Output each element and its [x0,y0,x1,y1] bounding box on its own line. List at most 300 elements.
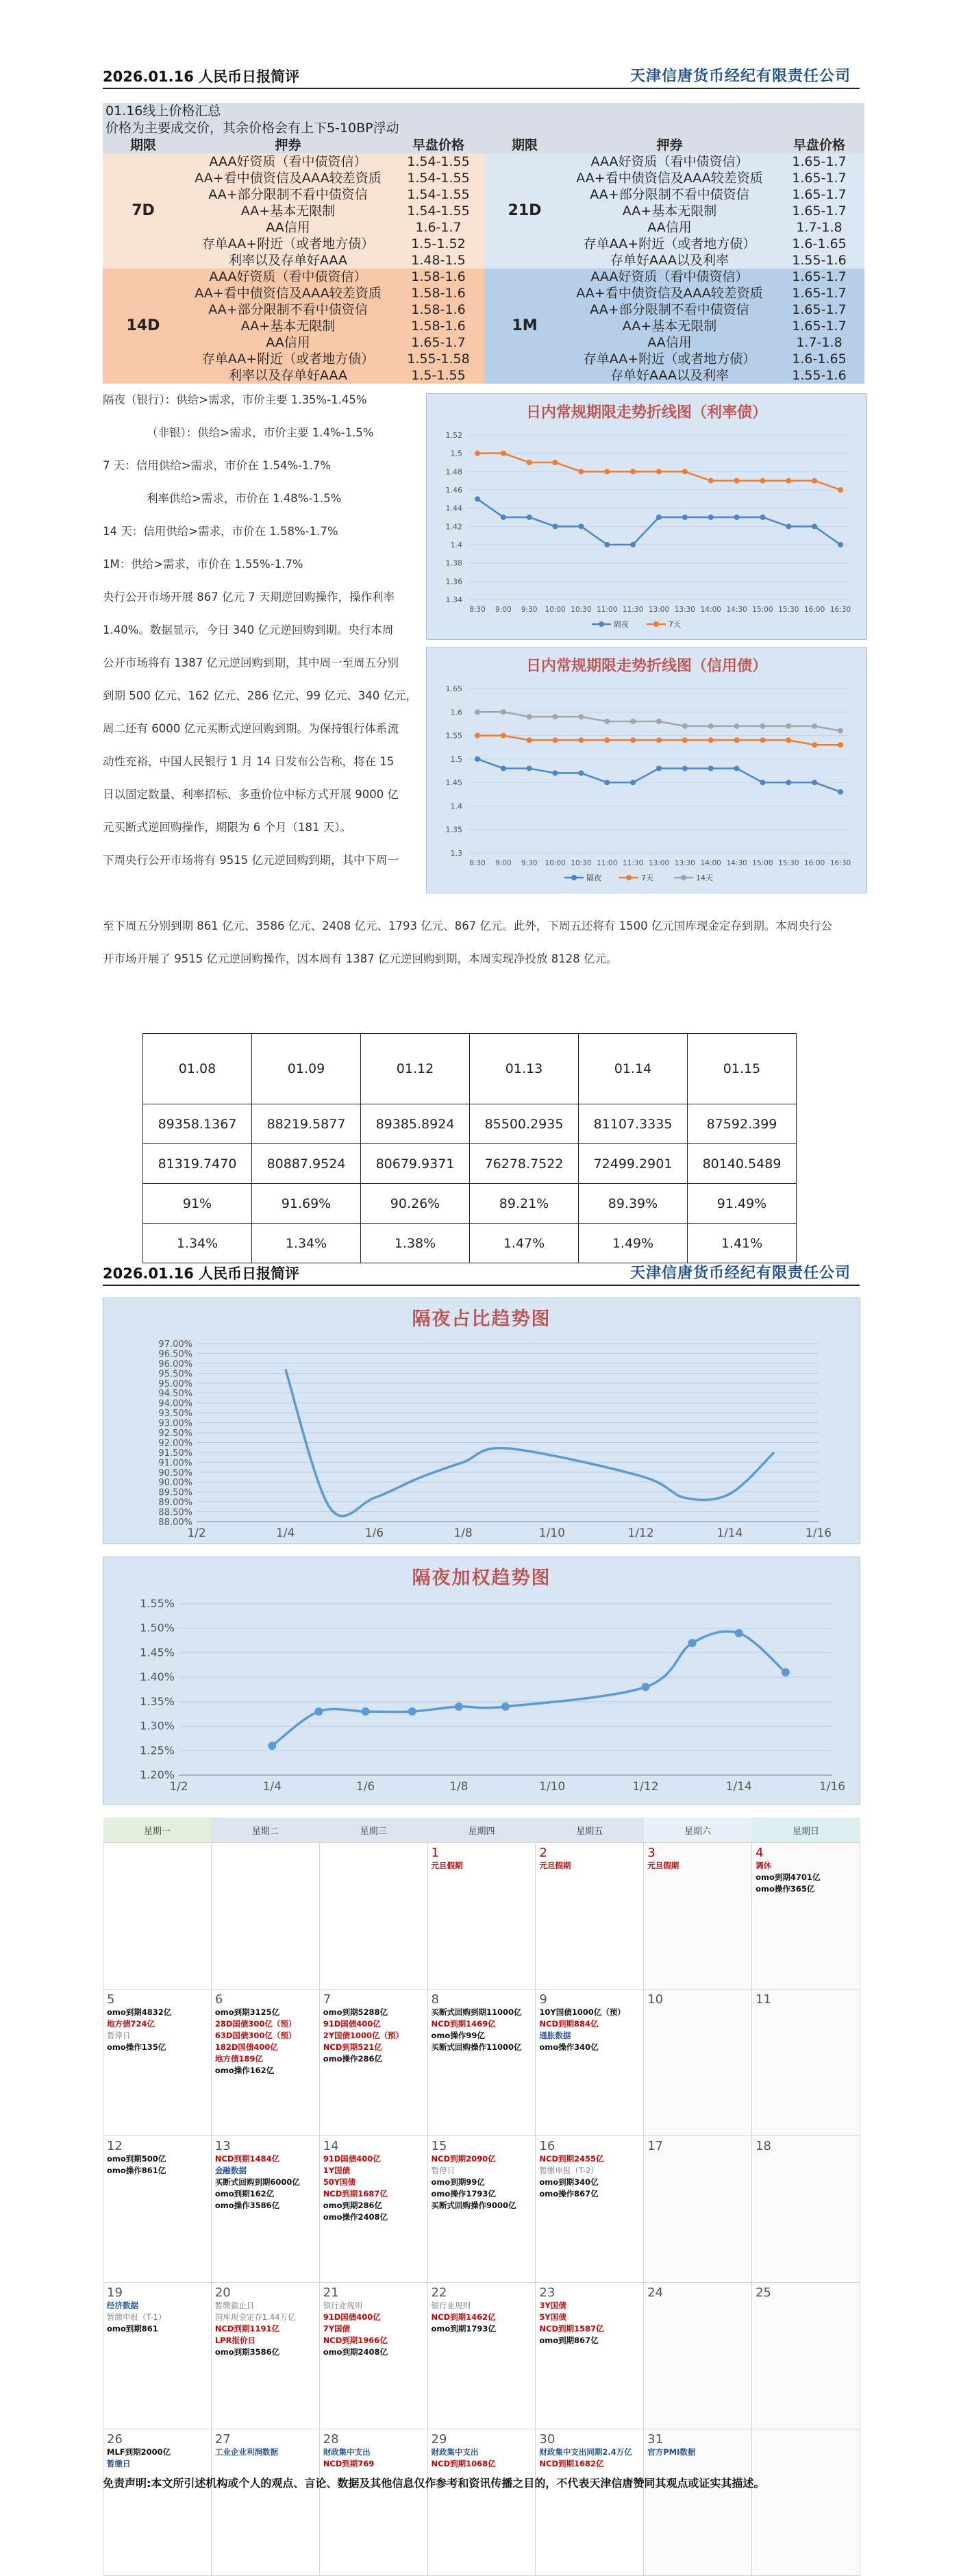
series-line-0 [477,759,840,792]
data-point [527,460,532,465]
price-table-header-cell: 期限 [103,137,184,153]
calendar-day[interactable] [427,1843,536,1990]
header-divider-2 [103,1285,860,1286]
y-tick-label: 1.5 [450,449,462,458]
collateral-cell: AA信用 [565,334,774,351]
data-point [475,451,480,456]
data-point [682,723,688,729]
company-name-2: 天津信唐货币经纪有限责任公司 [630,1265,851,1282]
calendar-event: NCD到期1191亿 [214,2324,279,2333]
data-point [708,737,714,743]
price-table-header [103,137,864,153]
data-table-cell: 87592.399 [688,1104,797,1144]
y-tick-label: 94.00% [158,1398,192,1409]
data-point [630,780,636,785]
collateral-cell: AA+基本无限制 [565,203,774,219]
x-tick-label: 13:30 [674,606,695,614]
calendar-day[interactable] [319,1843,427,1990]
data-point [682,469,688,474]
data-point [656,766,662,771]
commentary-line: 利率供给>需求，市价在 1.48%-1.5% [147,492,342,505]
overnight-data-table [142,1033,797,1263]
price-table-row [103,285,864,301]
data-point [656,515,662,520]
period-label: 14D [103,269,184,384]
overnight-weighted-chart-plot [103,1557,860,1804]
calendar-event: 调休 [756,1861,772,1870]
calendar-event: omo操作2408亿 [323,2212,388,2222]
data-point [362,1707,370,1716]
calendar-day-number: 26 [107,2432,123,2447]
data-point [786,523,791,529]
overnight-weighted-chart [103,1557,860,1805]
x-tick-label: 15:00 [752,606,773,614]
collateral-cell: AA+部分限制不看中债资信 [565,186,774,203]
overnight-weighted-chart-title: 隔夜加权趋势图 [412,1568,551,1589]
x-tick-label: 14:00 [700,606,721,614]
price-cell: 1.58-1.6 [392,285,484,301]
calendar-event: NCD到期1469亿 [431,2019,496,2029]
x-tick-label: 1/12 [627,1526,654,1540]
x-tick-label: 8:30 [469,606,486,614]
weekday-header: 星期二 [211,1818,319,1843]
collateral-cell: 存单AA+附近（或者地方债） [184,351,392,367]
price-table-row [103,186,864,203]
calendar-event: 地方债724亿 [107,2019,155,2029]
data-point [838,542,843,547]
data-table-cell: 89.39% [579,1184,688,1224]
price-table-header-cell: 早盘价格 [392,137,484,153]
calendar-week [103,2283,860,2429]
y-tick-label: 1.4 [450,802,462,811]
y-tick-label: 1.5 [450,754,462,764]
company-name: 天津信唐货币经纪有限责任公司 [630,68,851,85]
data-point [682,766,688,771]
calendar-day-number: 3 [647,1846,656,1860]
price-cell: 1.54-1.55 [392,170,484,186]
x-tick-label: 14:30 [726,606,747,614]
data-point [553,770,558,776]
price-cell: 1.65-1.7 [774,285,864,301]
calendar-day[interactable] [211,2136,319,2283]
calendar-day[interactable] [103,1843,212,1990]
data-point [786,780,791,785]
price-cell: 1.54-1.55 [392,186,484,203]
y-tick-label: 1.34 [445,595,462,604]
calendar-day[interactable] [103,1990,212,2136]
calendar-event: NCD到期1587亿 [539,2324,604,2333]
calendar-event: 2Y国债1000亿（预） [323,2031,404,2040]
commentary-line: 元买断式逆回购操作，期限为 6 个月（181 天）。 [103,821,351,834]
x-tick-label: 1/10 [539,1780,566,1794]
data-point [734,766,740,771]
calendar-event: omo操作867亿 [539,2189,599,2199]
weekday-header: 星期日 [752,1818,860,1843]
y-tick-label: 92.50% [158,1428,192,1439]
calendar-day[interactable] [427,2136,536,2283]
data-table-cell: 91% [143,1184,252,1224]
calendar-day[interactable] [319,1990,427,2136]
data-point [838,789,843,795]
legend-marker [653,621,659,627]
calendar-event: 官方PMI数据 [647,2447,696,2457]
calendar-event: omo到期162亿 [214,2189,275,2199]
x-tick-label: 1/6 [364,1526,384,1540]
calendar-event: 50Y国债 [323,2177,356,2187]
data-point [682,515,688,520]
calendar-day[interactable] [211,2283,319,2429]
data-point [578,523,584,529]
calendar-event: NCD到期521亿 [323,2042,382,2052]
commentary-line: 1.40%。数据显示，今日 340 亿元逆回购到期。央行本周 [103,623,394,636]
x-tick-label: 16:30 [829,859,851,867]
calendar-day[interactable] [752,2136,860,2283]
commentary-line: 7 天：信用供给>需求，市价在 1.54%-1.7% [103,459,332,472]
calendar-event: 暂缴日 [107,2459,131,2468]
calendar-event: 买断式回购到期11000亿 [431,2007,522,2017]
calendar-day-number: 11 [756,1992,771,2007]
data-point [501,709,506,715]
calendar-day[interactable] [536,2136,644,2283]
data-point [760,478,765,484]
data-point [578,714,584,719]
x-tick-label: 14:00 [700,859,721,867]
calendar-event: omo操作286亿 [323,2054,382,2064]
calendar-event: omo到期4701亿 [756,1872,821,1882]
price-cell: 1.6-1.65 [774,236,864,252]
collateral-cell: AA信用 [184,334,392,351]
calendar-event: 暂停日 [107,2031,131,2040]
price-cell: 1.48-1.5 [392,252,484,269]
price-cell: 1.65-1.7 [774,153,864,170]
y-tick-label: 1.20% [140,1768,175,1781]
period-label: 7D [103,153,184,269]
calendar-event: 买断式回购操作9000亿 [431,2201,516,2210]
collateral-cell: 存单好AAA以及利率 [565,367,774,384]
calendar-day[interactable] [319,2429,427,2576]
calendar-event: omo到期1793亿 [431,2324,496,2333]
calendar-event: 91D国债400亿 [323,2312,381,2322]
collateral-cell: AA+基本无限制 [565,318,774,334]
collateral-cell: AA+部分限制不看中债资信 [184,186,392,203]
calendar-day-number: 27 [214,2432,231,2447]
calendar-day-number: 12 [107,2139,123,2153]
y-tick-label: 1.25% [140,1744,175,1757]
calendar-day[interactable] [211,1990,319,2136]
data-point [475,756,480,762]
data-table-cell: 80887.9524 [252,1144,361,1184]
calendar-day-number: 22 [431,2286,447,2300]
price-table-header-cell: 早盘价格 [774,137,864,153]
calendar-day[interactable] [103,2429,212,2576]
calendar-event: omo操作162亿 [214,2066,275,2075]
calendar-day[interactable] [752,1990,860,2136]
calendar-week [103,1843,860,1990]
data-point [708,766,714,771]
x-tick-label: 1/8 [449,1780,469,1794]
x-tick-label: 13:30 [674,859,695,867]
data-point [553,460,558,465]
calendar-day[interactable] [103,2283,212,2429]
data-point [838,487,843,493]
y-tick-label: 1.55% [140,1597,175,1610]
calendar-day-number: 15 [431,2139,447,2153]
weekday-header: 星期四 [427,1818,536,1843]
data-table-cell: 89358.1367 [143,1104,252,1144]
data-point [786,723,791,729]
calendar-day[interactable] [211,2429,319,2576]
data-point [838,742,843,747]
commentary-line: 隔夜（银行）：供给>需求，市价主要 1.35%-1.45% [103,393,367,406]
price-table-row [103,301,864,318]
y-tick-label: 1.52 [445,431,462,440]
series-line-0 [477,499,840,545]
data-point [734,478,740,484]
data-point [314,1707,323,1716]
calendar-day-number: 25 [756,2286,771,2300]
x-tick-label: 15:00 [752,859,773,867]
price-cell: 1.58-1.6 [392,301,484,318]
y-tick-label: 96.00% [158,1359,192,1370]
data-point [708,478,714,484]
y-tick-label: 89.00% [158,1498,192,1509]
data-point [604,719,610,724]
x-tick-label: 11:00 [597,859,618,867]
calendar-event: 63D国债300亿（预） [214,2031,297,2040]
price-table-row [103,252,864,269]
data-point [527,737,532,743]
calendar-event: omo到期3586亿 [214,2347,280,2357]
x-tick-label: 1/14 [716,1526,743,1540]
y-tick-label: 91.50% [158,1448,192,1459]
y-tick-label: 1.6 [450,708,462,717]
weekday-header: 星期六 [644,1818,752,1843]
data-table-cell: 91.49% [688,1184,797,1224]
calendar-day-number: 16 [539,2139,556,2153]
y-tick-label: 1.40% [140,1670,175,1684]
data-point [527,714,532,719]
event-calendar [103,1818,860,2576]
data-point [604,780,610,785]
data-point [812,742,817,747]
weekday-header: 星期五 [536,1818,644,1843]
calendar-event: 地方债189亿 [214,2054,263,2064]
commentary-line: 日以固定数量、利率招标、多重价位中标方式开展 9000 亿 [103,788,399,801]
calendar-event: omo到期861 [107,2324,158,2333]
collateral-cell: AA+看中债资信及AAA较差资质 [184,170,392,186]
calendar-day[interactable] [644,1843,752,1990]
data-table-cell: 1.34% [143,1224,252,1263]
collateral-cell: AA+看中债资信及AAA较差资质 [565,170,774,186]
price-cell: 1.7-1.8 [774,334,864,351]
calendar-day[interactable] [536,1843,644,1990]
x-tick-label: 1/16 [819,1780,846,1794]
header-divider [103,88,860,89]
data-table-cell: 1.34% [252,1224,361,1263]
price-cell: 1.6-1.65 [774,351,864,367]
calendar-event: omo到期286亿 [323,2201,382,2210]
y-tick-label: 1.50% [140,1621,175,1635]
y-tick-label: 1.30% [140,1719,175,1733]
price-table-row [103,153,864,170]
calendar-day[interactable] [644,2283,752,2429]
data-point [475,496,480,501]
data-table-cell: 1.38% [361,1224,470,1263]
data-point [735,1629,743,1637]
data-point [475,733,480,739]
data-point [578,770,584,776]
data-table-date: 01.09 [252,1034,361,1104]
calendar-day[interactable] [644,2429,752,2576]
calendar-day-number: 4 [756,1846,764,1860]
data-point [455,1702,463,1711]
data-point [553,523,558,529]
legend-label: 隔夜 [586,874,601,882]
calendar-day-number: 23 [539,2286,556,2300]
data-point [760,737,765,743]
x-tick-label: 11:00 [597,606,618,614]
calendar-day-number: 24 [647,2286,664,2300]
collateral-cell: AAA好资质（看中债资信） [184,269,392,285]
data-point [604,469,610,474]
calendar-day[interactable] [319,2283,427,2429]
data-table-row [143,1184,797,1224]
price-table-container [103,103,864,384]
calendar-day[interactable] [103,2136,212,2283]
data-point [501,733,506,739]
collateral-cell: AA+看中债资信及AAA较差资质 [184,285,392,301]
calendar-day[interactable] [427,2429,536,2576]
calendar-day[interactable] [752,1843,860,1990]
calendar-event: 工业企业利润数据 [214,2447,278,2457]
data-point [501,515,506,520]
data-point [682,737,688,743]
calendar-day[interactable] [752,2429,860,2576]
collateral-cell: AAA好资质（看中债资信） [565,153,774,170]
calendar-event: NCD到期1687亿 [323,2189,388,2199]
price-table-header-cell: 期限 [484,137,565,153]
y-tick-label: 1.3 [450,849,462,858]
calendar-day[interactable] [644,2136,752,2283]
calendar-event: 经济数据 [107,2301,138,2310]
price-cell: 1.54-1.55 [392,153,484,170]
price-table-row [103,269,864,285]
price-table-header-cell: 押券 [184,137,392,153]
x-tick-label: 13:00 [648,606,670,614]
period-label: 21D [484,153,565,269]
calendar-event: NCD到期1462亿 [431,2312,496,2322]
data-table-date: 01.15 [688,1034,797,1104]
y-tick-label: 92.00% [158,1438,192,1449]
calendar-day[interactable] [536,1990,644,2136]
commentary-line: 1M：供给>需求，市价在 1.55%-1.7% [103,558,303,571]
x-tick-label: 16:00 [804,859,825,867]
collateral-cell: AA信用 [565,219,774,236]
legend-label: 14天 [696,874,713,882]
calendar-event: 182D国债400亿 [214,2042,278,2052]
data-point [812,780,817,785]
legend-marker [681,875,686,880]
data-point [812,723,817,729]
intraday-rate-chart-title: 日内常规期限走势折线图（利率债） [525,404,767,421]
calendar-day-number: 14 [323,2139,339,2153]
calendar-day[interactable] [536,2283,644,2429]
overnight-ratio-chart-title: 隔夜占比趋势图 [412,1309,551,1330]
data-point [553,737,558,743]
data-point [527,766,532,771]
x-tick-label: 1/2 [169,1780,188,1794]
calendar-day[interactable] [319,2136,427,2283]
data-table-cell: 80140.5489 [688,1144,797,1184]
data-table-row [143,1144,797,1184]
calendar-event: omo到期4832亿 [107,2007,172,2017]
calendar-event: 5Y国债 [539,2312,566,2322]
data-point [786,737,791,743]
calendar-event: NCD到期1682亿 [539,2459,604,2468]
data-table-date: 01.08 [143,1034,252,1104]
price-table [103,137,864,384]
legend-label: 7天 [641,874,653,882]
price-cell: 1.6-1.7 [392,219,484,236]
y-tick-label: 88.50% [158,1507,192,1518]
calendar-event: NCD到期1484亿 [214,2154,279,2164]
x-tick-label: 11:30 [623,606,644,614]
legend-label: 隔夜 [614,620,629,629]
calendar-day-number: 6 [214,1992,223,2007]
calendar-day-number: 1 [431,1846,439,1860]
calendar-event: 暂停日 [431,2166,455,2175]
y-tick-label: 90.50% [158,1467,192,1478]
calendar-event: omo到期5288亿 [323,2007,388,2017]
y-tick-label: 1.45% [140,1646,175,1659]
data-table-header-row [143,1034,797,1104]
calendar-event: 暂缴截止日 [214,2301,255,2310]
calendar-week [103,2429,860,2576]
commentary-line: 公开市场将有 1387 亿元逆回购到期，其中周一至周五分别 [103,656,399,669]
data-table-cell: 81107.3335 [579,1104,688,1144]
calendar-day[interactable] [211,1843,319,1990]
data-point [630,469,636,474]
calendar-day-number: 19 [107,2286,123,2300]
data-table-date: 01.12 [361,1034,470,1104]
y-tick-label: 1.46 [445,486,462,495]
x-tick-label: 9:30 [521,606,538,614]
y-tick-label: 93.50% [158,1409,192,1420]
calendar-day[interactable] [644,1990,752,2136]
price-table-row [103,367,864,384]
calendar-event: 3Y国债 [539,2301,566,2310]
calendar-day[interactable] [752,2283,860,2429]
data-point [734,515,740,520]
price-table-row [103,219,864,236]
intraday-credit-chart [426,647,867,893]
calendar-day[interactable] [427,2283,536,2429]
calendar-day[interactable] [536,2429,644,2576]
commentary-line: 到期 500 亿元、162 亿元、286 亿元、99 亿元、340 亿元， [103,689,417,702]
calendar-event: 买断式回购操作11000亿 [431,2042,522,2052]
x-tick-label: 15:30 [778,859,799,867]
legend-marker [599,621,604,627]
calendar-day[interactable] [427,1990,536,2136]
calendar-event: omo操作861亿 [107,2166,166,2175]
y-tick-label: 1.35 [445,825,462,834]
calendar-event: omo操作99亿 [431,2031,485,2040]
data-point [734,737,740,743]
data-point [734,723,740,729]
data-table-date: 01.14 [579,1034,688,1104]
x-tick-label: 1/8 [453,1526,473,1540]
price-cell: 1.65-1.7 [774,186,864,203]
